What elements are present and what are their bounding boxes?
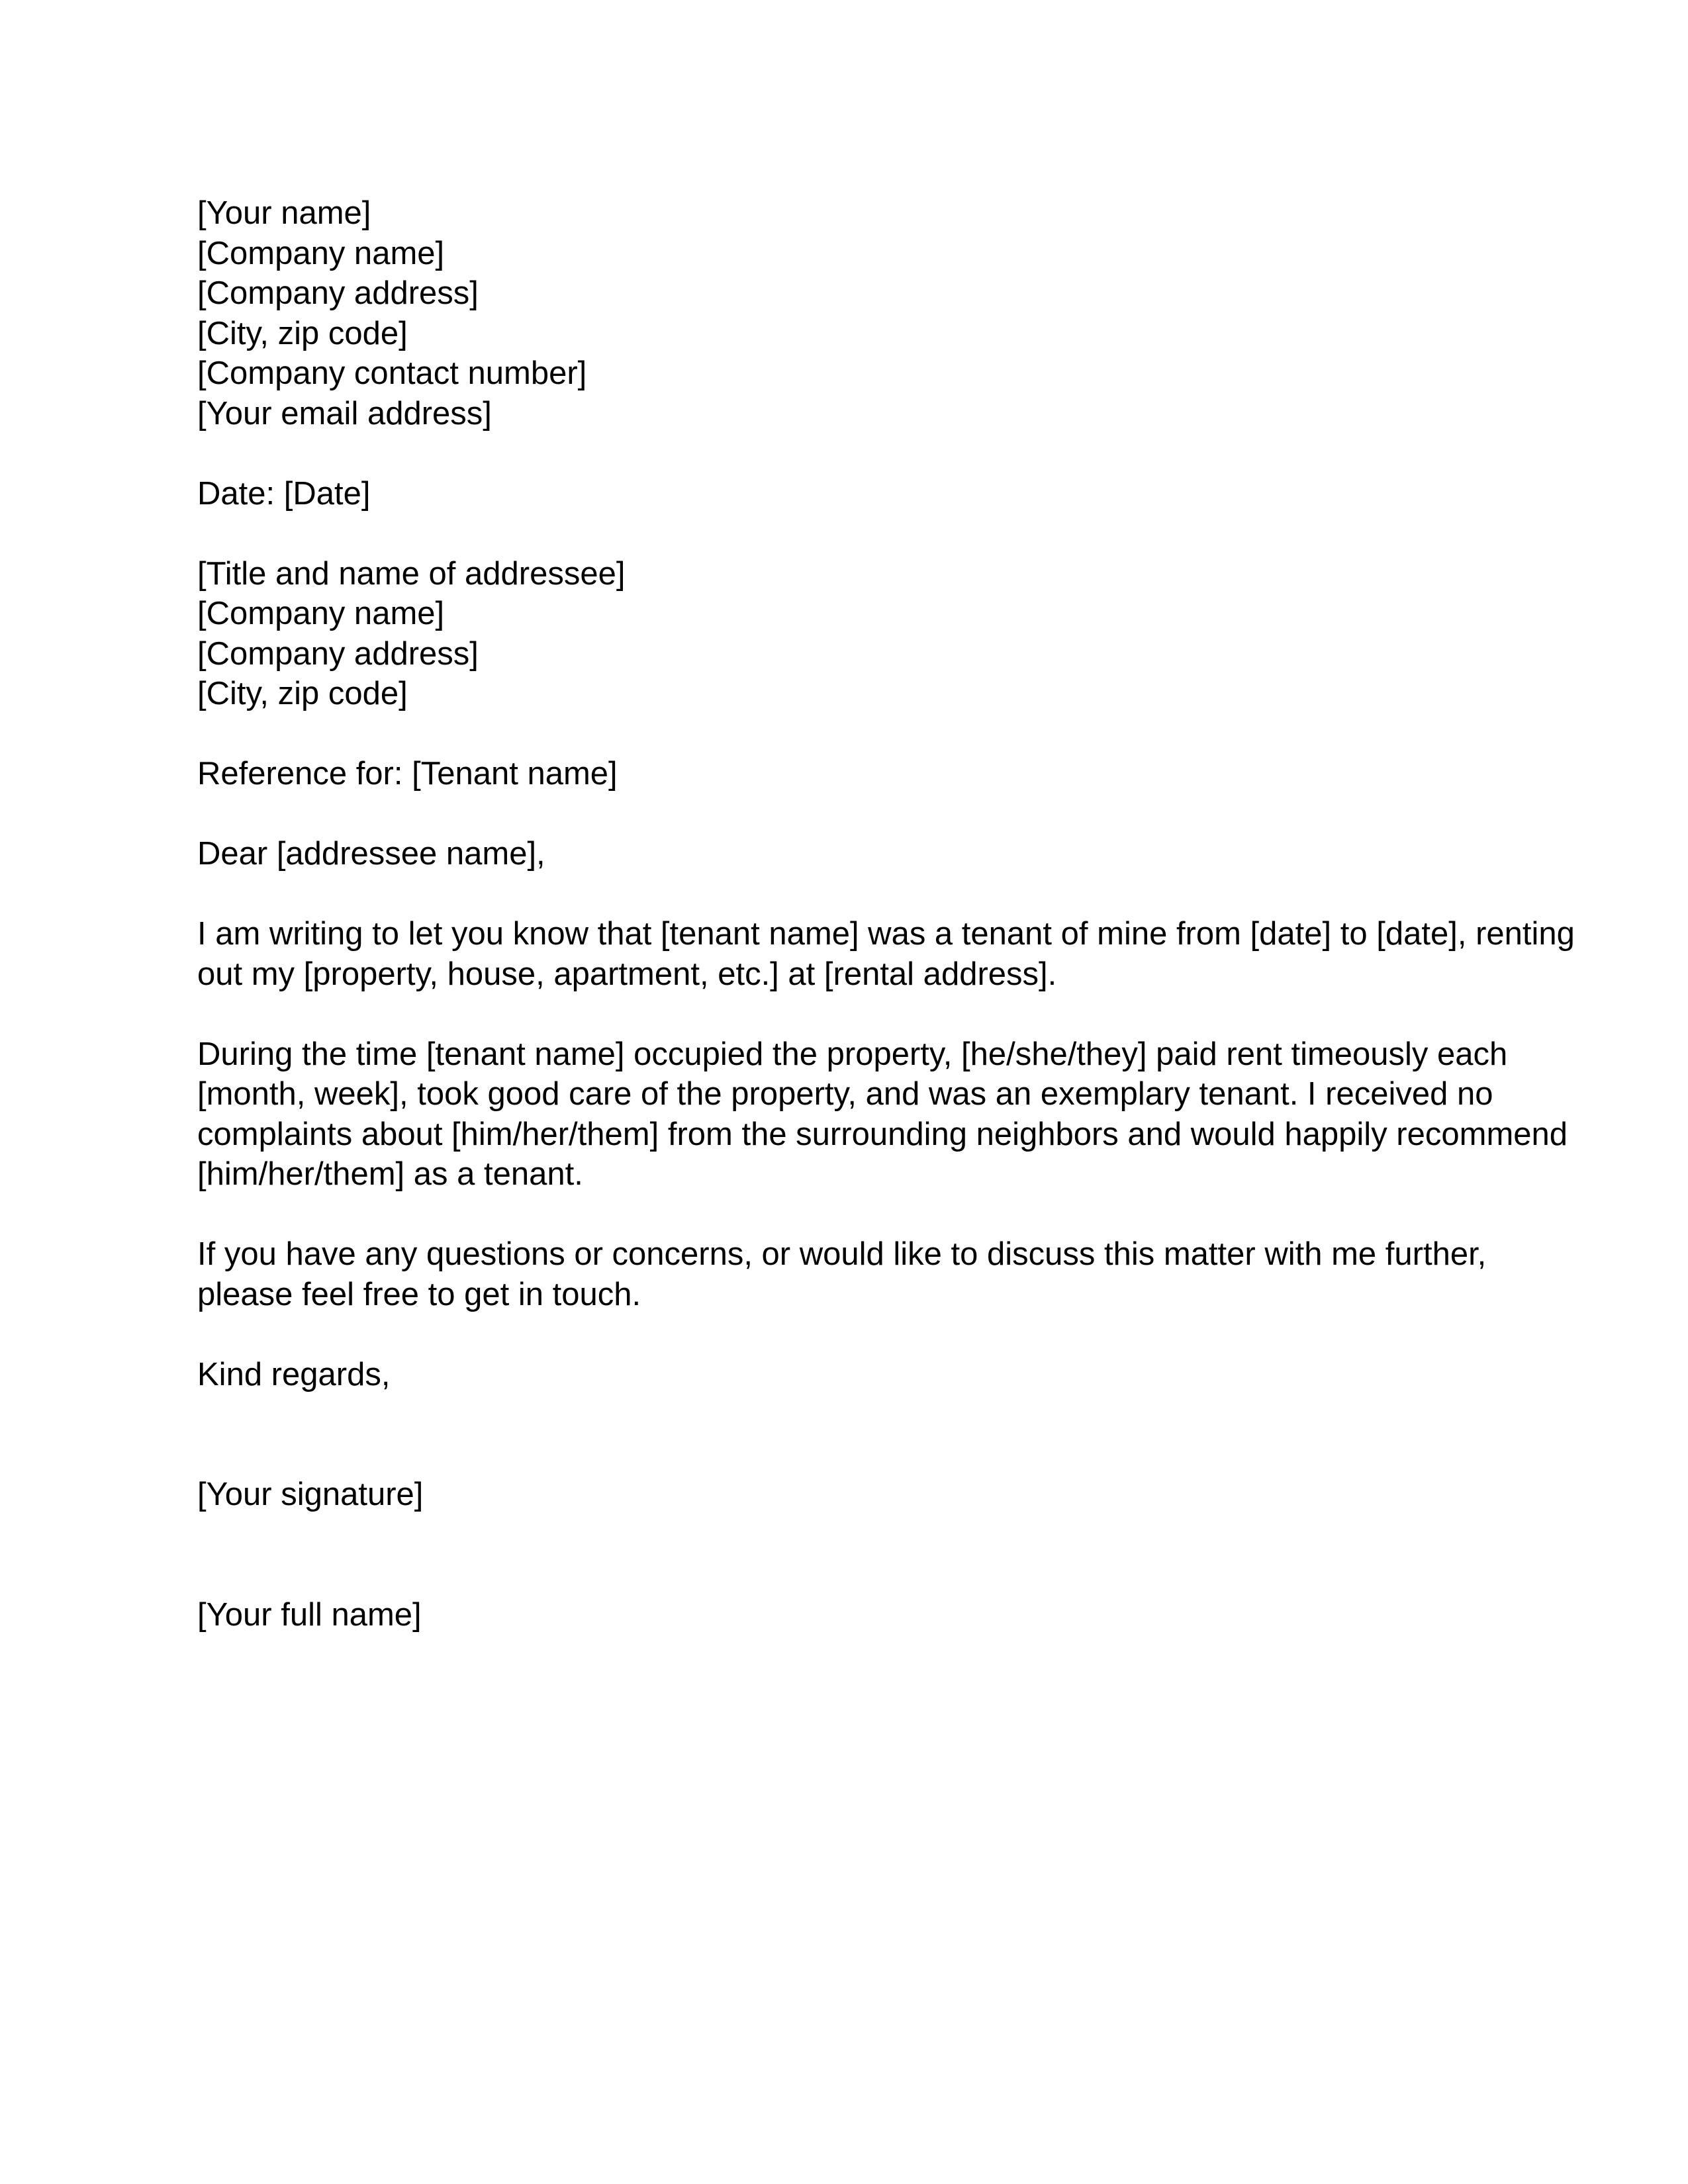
paragraph-line: I am writing to let you know that [tenant name] was a tenant of mine from [date] to [date], renting: [197, 916, 1575, 952]
reference-block: [197, 754, 1495, 794]
reference-line: Reference for: [Tenant name]: [197, 756, 618, 792]
body-paragraph-3: [197, 1234, 1495, 1314]
closing: Kind regards,: [197, 1356, 391, 1392]
paragraph-line: If you have any questions or concerns, or would like to discuss this matter with me further,: [197, 1236, 1487, 1272]
paragraph-line: [him/her/them] as a tenant.: [197, 1156, 583, 1192]
closing-block: [197, 1355, 1495, 1395]
paragraph-line: [month, week], took good care of the property, and was an exemplary tenant. I received no: [197, 1076, 1493, 1112]
recipient-company: [Company name]: [197, 596, 445, 631]
body-paragraph-1: [197, 914, 1575, 994]
recipient-address: [Company address]: [197, 635, 479, 672]
paragraph-line: please feel free to get in touch.: [197, 1276, 641, 1312]
date-block: [197, 474, 1495, 514]
signature-block: [197, 1475, 1495, 1515]
paragraph-line: out my [property, house, apartment, etc.] at [rental address].: [197, 956, 1057, 992]
paragraph-line: complaints about [him/her/them] from the surrounding neighbors and would happily recommend: [197, 1116, 1568, 1152]
sender-block: [197, 193, 1495, 433]
sender-contact: [Company contact number]: [197, 355, 587, 391]
salutation: Dear [addressee name],: [197, 836, 545, 872]
recipient-city-zip: [City, zip code]: [197, 676, 408, 711]
full-name: [Your full name]: [197, 1596, 422, 1633]
sender-email: [Your email address]: [197, 395, 492, 432]
sender-company: [Company name]: [197, 235, 445, 271]
salutation-block: [197, 834, 1495, 874]
sender-city-zip: [City, zip code]: [197, 315, 408, 351]
date-line: Date: [Date]: [197, 475, 371, 512]
recipient-block: [197, 554, 1495, 714]
signature-placeholder: [Your signature]: [197, 1477, 424, 1512]
sender-address: [Company address]: [197, 275, 479, 311]
full-name-block: [197, 1595, 1495, 1635]
recipient-title-name: [Title and name of addressee]: [197, 555, 626, 592]
sender-name: [Your name]: [197, 195, 371, 231]
paragraph-line: During the time [tenant name] occupied the property, [he/she/they] paid rent timeously each: [197, 1036, 1508, 1072]
letter-body: [197, 193, 1575, 1635]
body-paragraph-2: [197, 1034, 1568, 1195]
